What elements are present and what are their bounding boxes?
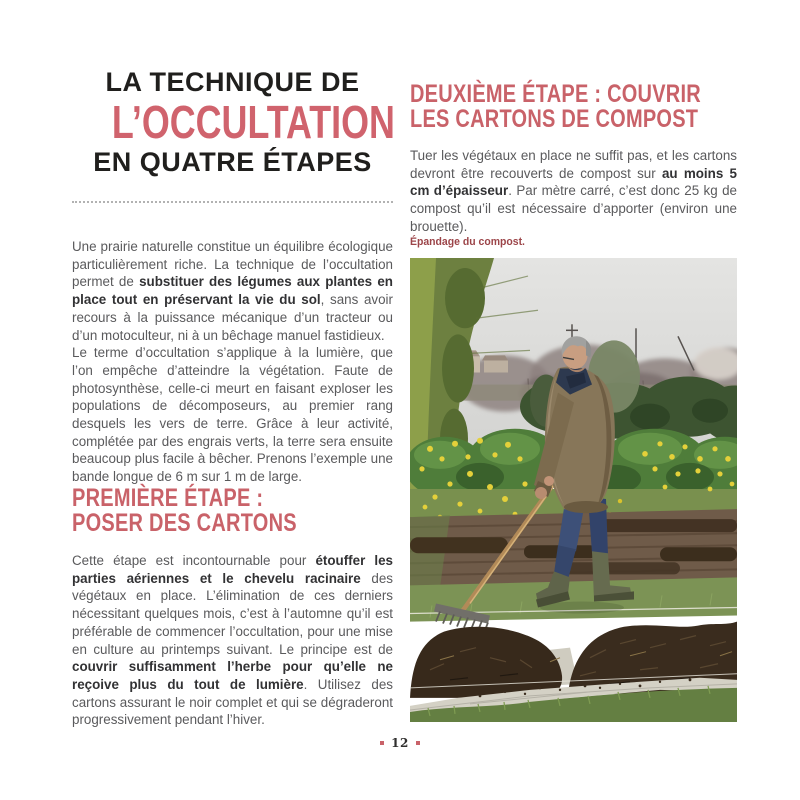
text-run-bold: substituer des légumes aux plantes en place tout en préservant la vie du sol — [72, 274, 393, 308]
step1-text — [72, 552, 393, 729]
text-run-bold: couvrir suffisamment l’herbe pour qu’elle ne reçoive plus du tout de lumière — [72, 659, 393, 692]
step2-text — [410, 147, 737, 236]
photo-compost-spreading — [410, 258, 737, 722]
footer-marker-right — [416, 741, 420, 745]
title-line-2 — [72, 96, 395, 148]
title-line-2-text: L’OCCULTATION — [111, 96, 395, 148]
gardener-hand — [544, 476, 554, 486]
text-run: Une prairie naturelle constitue un équilibre écologique particulièrement riche. La technique de l’occultation permet de — [72, 239, 393, 290]
page-title — [72, 66, 393, 179]
text-run: Tuer les végétaux en place ne suffit pas, et les cartons devront être recouverts de compost sur — [410, 148, 737, 181]
title-line-1: LA TECHNIQUE DE — [105, 67, 360, 97]
step2-heading-line-2: LES CARTONS DE COMPOST — [410, 105, 699, 133]
title-line-3: EN QUATRE ÉTAPES — [93, 147, 372, 177]
step1-heading — [72, 486, 353, 536]
text-run: . Utilisez des cartons assurant le noir complet et qui se dégraderont progressivement pendant l’hiver. — [72, 676, 393, 728]
page-number: 12 — [391, 736, 409, 750]
page-footer — [0, 736, 800, 750]
footer-marker-left — [380, 741, 384, 745]
text-run: , sans avoir recours à la puissance mécanique d’un tracteur ou d’un motoculteur, ni à un bêchage manuel fastidieux. — [72, 292, 393, 343]
intro-paragraph-2 — [72, 344, 393, 486]
text-run: Le terme d’occultation s’applique à la lumière, que l’on empêche d’atteindre la végétation. Faute de photosynthèse, celle-ci meurt en faisant exploser les populations de décomposeurs, au premier rang desquels les vers de terre. Grâce à leur activité, complétée par des engrais verts, la terre sera ensuite beaucoup plus facile à bêcher. Prenons l’exemple une bande longue de 6 m sur 1 m de large. — [72, 345, 393, 485]
text-run-bold: au moins 5 cm d’épaisseur — [410, 165, 737, 199]
text-run: des végétaux en place. L’élimination de ces derniers nécessitant quelques mois, c’est à l’automne qu’il est préférable de commencer l’occultation, pour une mise en culture au printemps suivant. Le principe est de — [72, 570, 393, 657]
gardener-hand — [535, 487, 547, 499]
photo-caption: Épandage du compost. — [410, 236, 525, 248]
intro-paragraph-1 — [72, 238, 393, 344]
step1-heading-line-2: POSER DES CARTONS — [72, 509, 297, 537]
step1-paragraph — [72, 552, 393, 729]
intro-text — [72, 238, 393, 486]
step2-heading-line-1: DEUXIÈME ÉTAPE : COUVRIR — [410, 80, 701, 108]
text-run: . Par mètre carré, c’est donc 25 kg de compost qu’il est nécessaire d’apporter (environ une brouette). — [410, 183, 737, 234]
step2-paragraph — [410, 147, 737, 236]
photo-illustration — [410, 258, 737, 722]
text-run: Cette étape est incontournable pour — [72, 553, 316, 568]
step2-heading — [410, 82, 774, 132]
dotted-divider — [72, 201, 393, 203]
text-run-bold: étouffer les parties aériennes et le chevelu racinaire — [72, 553, 393, 586]
step1-heading-line-1: PREMIÈRE ÉTAPE : — [72, 484, 264, 512]
